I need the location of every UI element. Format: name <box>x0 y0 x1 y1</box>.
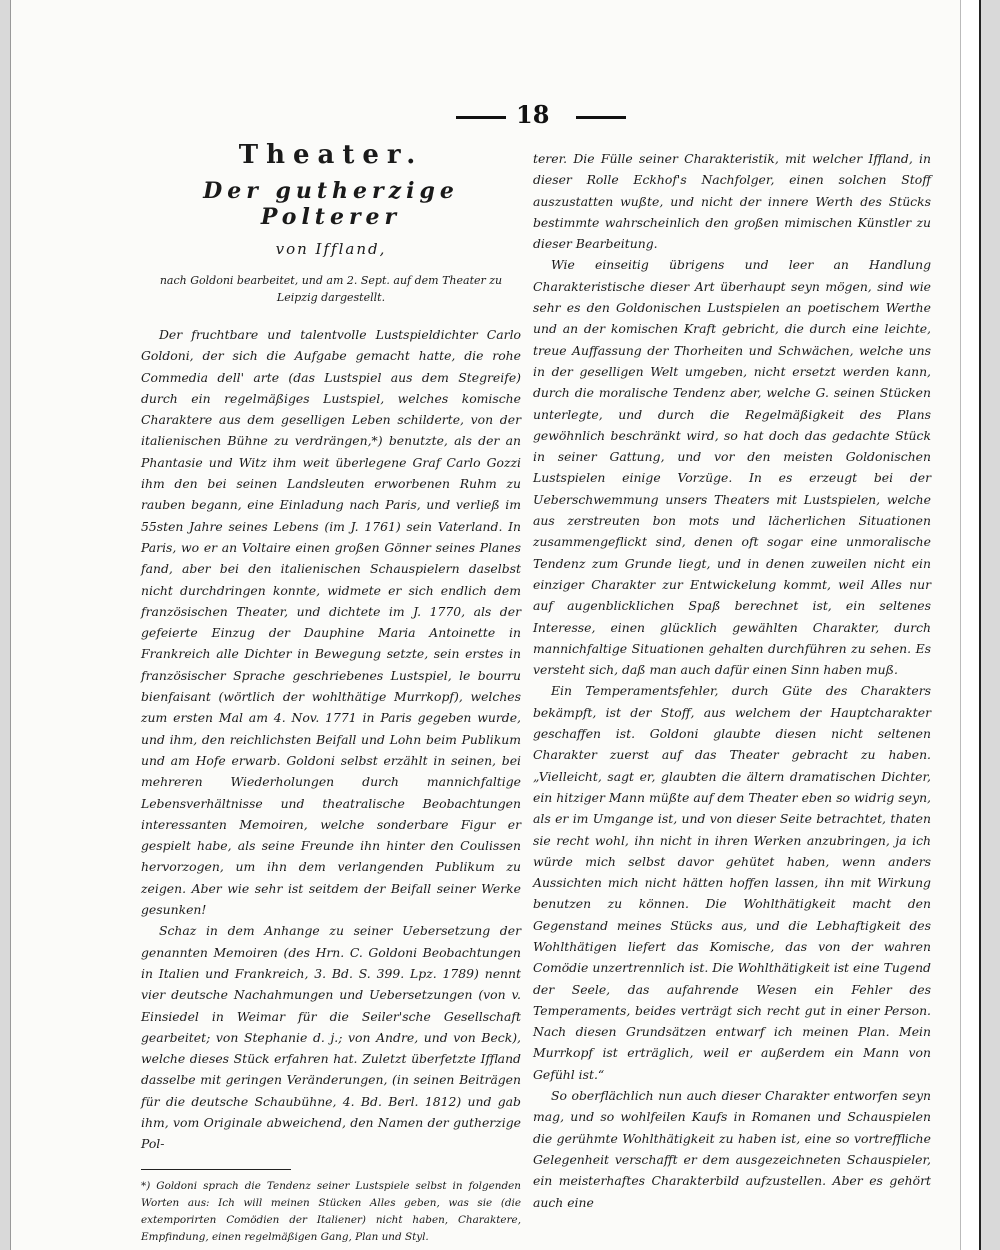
paragraph: Schaz in dem Anhange zu seiner Uebersetzung der genannten Memoiren (des Hrn. C. Goldoni Beobachtungen in Italien und Frankreich, 3. Bd. S. 399. Lpz. 1789) nennt vier deutsche Nachahmungen und Uebersetzungen (von v. Einsiedel in Weimar für die Seiler'sche Gesellschaft gearbeitet; von Stephanie d. j.; von Andre, und von Beck), welche dieses Stück erfahren hat. Zuletzt überfetzte Iffland dasselbe mit geringen Veränderungen, (in seinen Beiträgen für die deutsche Schaubühne, 4. Bd. Berl. 1812) und gab ihm, vom Originale abweichend, den Namen der gutherzige Pol- <box>141 923 521 1152</box>
left-column <box>141 140 521 1246</box>
source-note: nach Goldoni bearbeitet, und am 2. Sept. auf dem Theater zu Leipzig dargestellt. <box>159 274 503 304</box>
play-title: Der gutherzige Polterer <box>203 178 459 230</box>
page-number: 18 <box>516 100 550 129</box>
footnote: *) Goldoni sprach die Tendenz seiner Lustspiele selbst in folgenden Worten aus: Ich will meinen Stücken Alles geben, was sie (die extemporirten Comödien der Italiener) nicht haben, Charaktere, Empfindung, einen regelmäßigen Gang, Plan und Styl. <box>141 1179 521 1243</box>
right-column <box>533 148 931 1213</box>
newspaper-page <box>10 0 981 1250</box>
right-body <box>533 148 931 1213</box>
scan-edge <box>960 0 979 1250</box>
header-rule-right <box>576 116 626 119</box>
paragraph: Ein Temperamentsfehler, durch Güte des Charakters bekämpft, ist der Stoff, aus welchem der Hauptcharakter geschaffen ist. Goldoni glaubte diesen nicht seltenen Charakter zuerst auf das Theater gebracht zu haben. „Vielleicht, sagt er, glaubten die ältern dramatischen Dichter, ein hitziger Mann müßte auf dem Theater eben so widrig seyn, als er im Umgange ist, und von dieser Seite betrachtet, thaten sie recht wohl, ihn nicht in ihren Werken anzubringen, ja ich würde mich selbst davor gehütet haben, wenn anders Aussichten mich nicht hätten hoffen lassen, ihn mit Wirkung benutzen zu können. Die Wohlthätigkeit macht den Gegenstand meines Stücks aus, und die Lebhaftigkeit des Wohlthätigen liefert das Komische, das von der wahren Comödie unzertrennlich ist. Die Wohlthätigkeit ist eine Tugend der Seele, das aufahrende Wesen ein Fehler des Temperaments, beides verträgt sich recht gut in einer Person. Nach diesen Grundsätzen entwarf ich meinen Plan. Mein Murrkopf ist erträglich, weil er außerdem ein Mann von Gefühl ist.“ <box>533 683 931 1082</box>
page-header <box>11 96 979 136</box>
paragraph: terer. Die Fülle seiner Charakteristik, mit welcher Iffland, in dieser Rolle Eckhof's Nachfolger, einen solchen Stoff auszustatten wußte, und nicht der innere Werth des Stücks bestimmte wahrscheinlich den großen mimischen Künstler zu dieser Bearbeitung. <box>533 151 931 252</box>
author-line: von Iffland, <box>275 240 387 258</box>
paragraph: Der fruchtbare und talentvolle Lustspieldichter Carlo Goldoni, der sich die Aufgabe gemacht hatte, die rohe Commedia dell' arte (das Lustspiel aus dem Stegreife) durch ein regelmäßiges Lustspiel, welches komische Charaktere aus dem geselligen Leben schilderte, von der italienischen Bühne zu verdrängen,*) benutzte, als der an Phantasie und Witz ihm weit überlegene Graf Carlo Gozzi ihm den bei seinen Landsleuten erworbenen Ruhm zu rauben begann, eine Einladung nach Paris, und verließ im 55sten Jahre seines Lebens (im J. 1761) sein Vaterland. In Paris, wo er an Voltaire einen großen Gönner seines Planes fand, aber bei den italienischen Schauspielern daselbst nicht durchdringen konnte, widmete er sich endlich dem französischen Theater, und dichtete im J. 1770, als der gefeierte Einzug der Dauphine Maria Antoinette in Frankreich alle Dichter in Bewegung setzte, sein erstes in französischer Sprache geschriebenes Lustspiel, le bourru bienfaisant (wörtlich der wohlthätige Murrkopf), welches zum ersten Mal am 4. Nov. 1771 in Paris gegeben wurde, und ihm, den reichlichsten Beifall und Lohn beim Publikum und am Hofe erwarb. Goldoni selbst erzählt in seinen, bei mehreren Wiederholungen durch mannichfaltige Lebensverhältnisse und theatralische Beobachtungen interessanten Memoiren, welche sonderbare Figur er gespielt habe, als seine Freunde ihn hinter den Coulissen hervorzogen, um ihn dem verlangenden Publikum zu zeigen. Aber wie sehr ist seitdem der Beifall seiner Werke gesunken! <box>141 327 521 918</box>
paragraph: So oberflächlich nun auch dieser Charakter entworfen seyn mag, und so wohlfeilen Kaufs in Romanen und Schauspielen die gerühmte Wohlthätigkeit zu haben ist, eine so vortreffliche Gelegenheit verschafft er dem ausgezeichneten Schauspieler, ein meisterhaftes Charakterbild aufzustellen. Aber es gehört auch eine <box>533 1088 931 1210</box>
left-body <box>141 324 521 1155</box>
header-rule-left <box>456 116 506 119</box>
paragraph: Wie einseitig übrigens und leer an Handlung Charakteristische dieser Art überhaupt seyn mögen, sind wie sehr es den Goldonischen Lustspielen an poetischem Werthe und an der komischen Kraft gebricht, die durch eine leichte, treue Auffassung der Thorheiten und Schwächen, welche uns in der geselligen Welt umgeben, nicht ersetzt werden kann, durch die moralische Tendenz aber, welche G. seinen Stücken unterlegte, und durch die Regelmäßigkeit des Plans gewöhnlich beschränkt wird, so hat doch das gedachte Stück in seiner Gattung, und vor den meisten Goldonischen Lustspielen einige Vorzüge. In es erzeugt bei der Ueberschwemmung unsers Theaters mit Lustspielen, welche aus zerstreuten bon mots und lächerlichen Situationen zusammengeflickt sind, denen oft sogar eine unmoralische Tendenz zum Grunde liegt, und in denen zuweilen nicht ein einziger Charakter zur Entwickelung kommt, weil Alles nur auf augenblicklichen Spaß berechnet ist, ein seltenes Interesse, einen glücklich gewählten Charakter, durch mannichfaltige Situationen gehalten durchführen zu sehen. Es versteht sich, daß man auch dafür einen Sinn haben muß. <box>533 257 931 678</box>
footnote-divider <box>141 1169 291 1170</box>
section-title: Theater. <box>238 140 424 170</box>
